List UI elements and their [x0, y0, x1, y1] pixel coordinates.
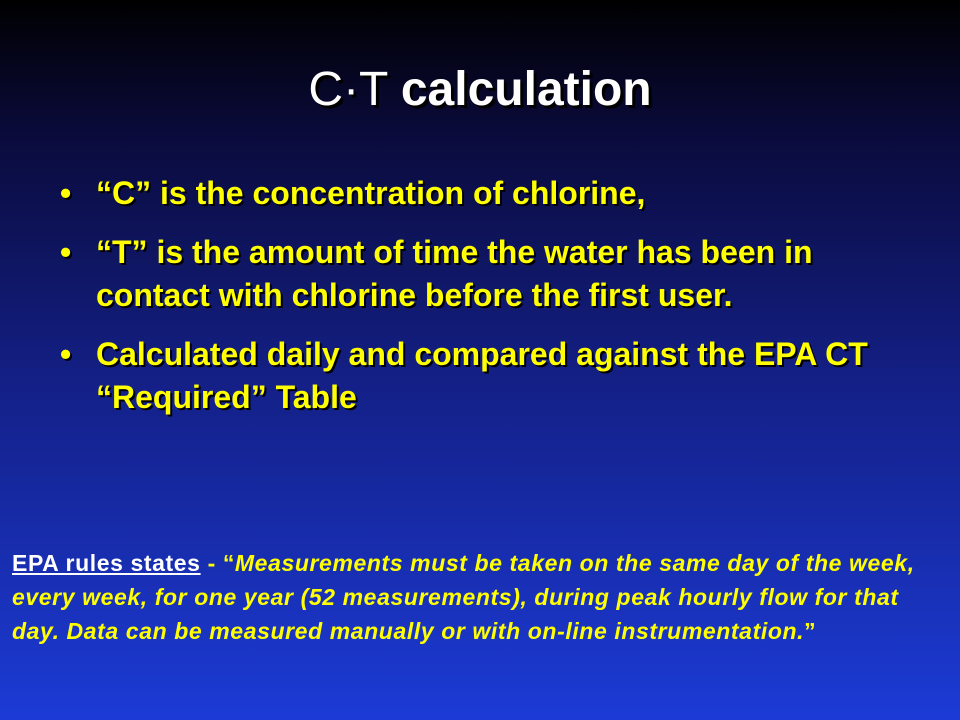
note-separator: - “ — [200, 550, 235, 576]
bullet-dot-icon: • — [60, 336, 72, 372]
note-closing-quote: ” — [804, 618, 817, 644]
title-suffix: calculation — [400, 63, 652, 116]
bullet-item-time — [60, 231, 920, 317]
note-quote: Measurements must be taken on the same day of the week, every week, for one year (52 measurements), during peak hourly flow for that day. Data can be measured manually or with on-line instrumentation. — [12, 550, 915, 644]
bullet-item-calculated-daily — [60, 333, 920, 419]
epa-rules-note — [12, 546, 952, 648]
title-prefix: C·T — [308, 63, 388, 116]
bullet-dot-icon: • — [60, 234, 72, 270]
bullet-list — [60, 172, 920, 435]
bullet-text: “T” is the amount of time the water has been in contact with chlorine before the first user. — [96, 234, 813, 313]
epa-rules-link[interactable]: EPA rules states — [12, 550, 201, 576]
bullet-dot-icon: • — [60, 175, 72, 211]
bullet-text: Calculated daily and compared against the EPA CT “Required” Table — [96, 336, 868, 415]
slide-title — [0, 62, 960, 117]
bullet-item-concentration — [60, 172, 920, 215]
bullet-text: “C” is the concentration of chlorine, — [96, 175, 646, 211]
